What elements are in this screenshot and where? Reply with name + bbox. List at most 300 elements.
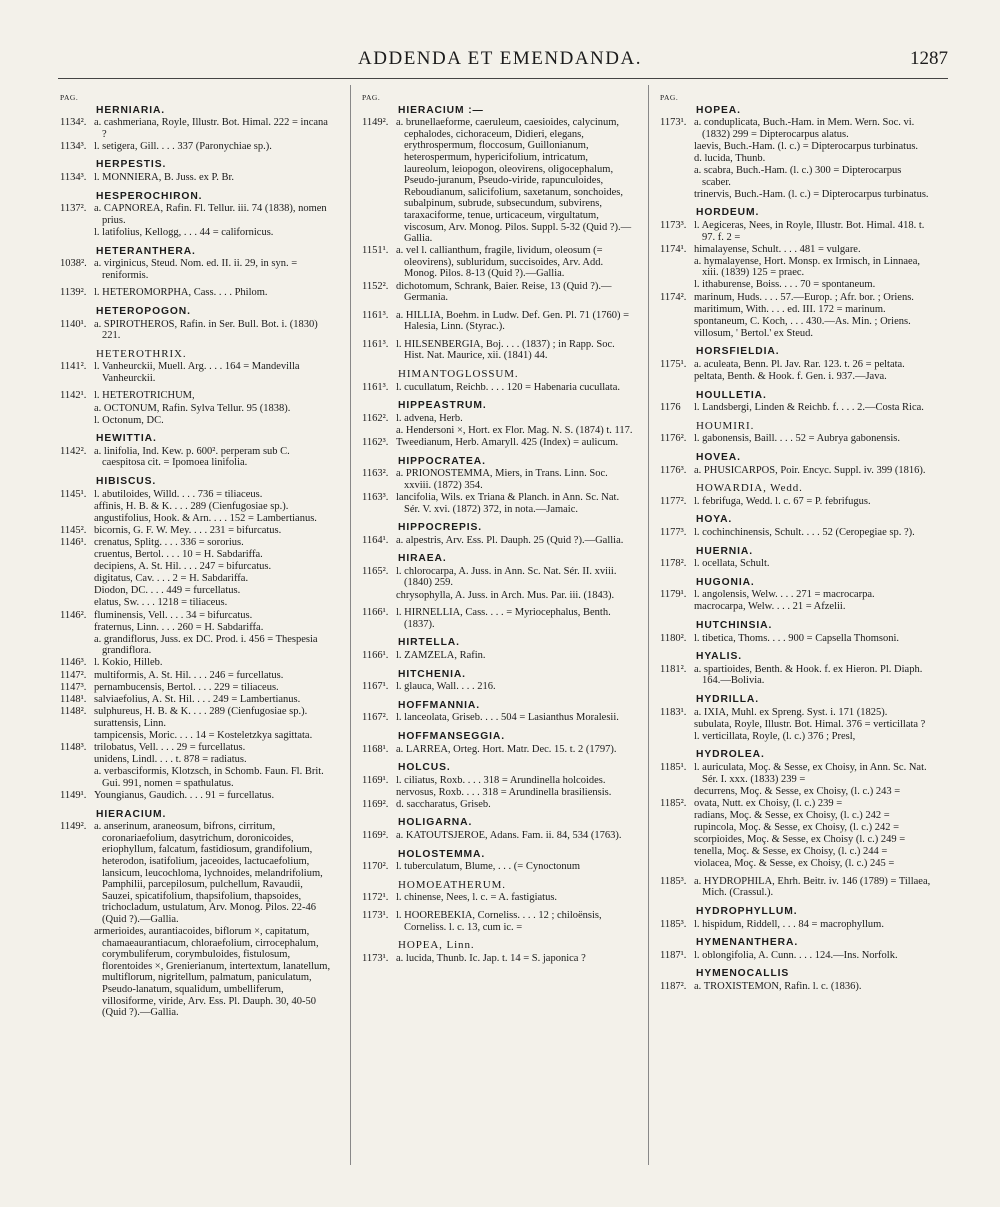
entry-text: maritimum, With. . . . ed. III. 172 = marinum. xyxy=(694,303,886,315)
entry xyxy=(660,117,932,140)
page-reference: 1149². xyxy=(60,821,87,833)
entry xyxy=(362,953,634,965)
entry xyxy=(60,670,332,682)
entry xyxy=(660,834,932,846)
entry-text: a. HILLIA, Boehm. in Ludw. Def. Gen. Pl. 71 (1760) = Halesia, Linn. (Styrac.). xyxy=(396,309,629,333)
page-reference: 1147². xyxy=(60,669,87,681)
entry-text: scorpioides, Moç. & Sesse, ex Choisy (l. c.) 249 = xyxy=(694,834,906,846)
genus-heading: HOYA. xyxy=(696,514,733,526)
entry-text: Youngianus, Gaudich. . . . 91 = furcellatus. xyxy=(94,789,275,801)
genus-heading: HIPPOCRATEA. xyxy=(398,455,486,467)
entry-text: d. saccharatus, Griseb. xyxy=(396,798,491,810)
genus-heading: HOLIGARNA. xyxy=(398,817,473,829)
page-reference: 1185³. xyxy=(660,918,687,930)
entry-text: a. verbasciformis, Klotzsch, in Schomb. Faun. Fl. Brit. Gui. 991, nomen = spathulatus. xyxy=(94,766,324,789)
entry-text: angustifolius, Hook. & Arn. . . . 152 = Lambertianus. xyxy=(94,512,317,524)
genus-section xyxy=(60,306,332,342)
entry-text: radians, Moç. & Sesse, ex Choisy, (l. c.) 242 = xyxy=(694,809,890,821)
entry-text: a. HYDROPHILA, Ehrh. Beitr. iv. 146 (1789) = Tillaea, Mich. (Crassul.). xyxy=(694,875,931,899)
entry-text: armerioides, aurantiacoides, biflorum ×, capitatum, chamaeaurantiacum, chloraefolium, cirrocephalum, corymbuliferum, corymbuloides, fistulosum, florentoides ×, Grenierianum, intertextum, lanatellum, multiflorum, nigritellum, palmatum, paniculatum, Pseudo-lanatum, squalidum, umbelliferum, villosiforme, viride, Arv. Ess. Pl. Dauph. 30, 40-50 (Quid ?).—Gallia. xyxy=(94,926,331,1019)
entry-text: l. tuberculatum, Blume, . . . (= Cynoctonum xyxy=(396,861,581,873)
entry-text: marinum, Huds. . . . 57.—Europ. ; Afr. bor. ; Oriens. xyxy=(694,291,914,303)
genus-section xyxy=(362,607,634,630)
genus-heading: HUGONIA. xyxy=(696,576,755,588)
entry-text: pernambucensis, Bertol. . . . 229 = tiliaceus. xyxy=(94,681,279,693)
entry-text: l. angolensis, Welw. . . . 271 = macrocarpa. xyxy=(694,589,875,601)
entry-text: l. ZAMZELA, Rafin. xyxy=(396,649,486,661)
entry-text: a. aculeata, Benn. Pl. Jav. Rar. 123. t. 26 = peltata. xyxy=(694,358,905,370)
entry-text: dichotomum, Schrank, Baier. Reise, 13 (Quid ?).—Germania. xyxy=(396,280,612,304)
entry xyxy=(660,496,932,508)
genus-section xyxy=(362,849,634,873)
page-reference: 1169¹. xyxy=(362,774,389,786)
page-reference: 1166¹. xyxy=(362,607,389,619)
entry xyxy=(660,601,932,613)
entry-text: a. SPIROTHEROS, Rafin. in Ser. Bull. Bot. i. (1830) 221. xyxy=(94,318,318,342)
entry xyxy=(60,821,332,925)
genus-heading: HIBISCUS. xyxy=(96,476,157,488)
entry xyxy=(362,861,634,873)
entry-text: a. linifolia, Ind. Kew. p. 600². perperam sub C. caespitosa cit. = Ipomoea linifolia. xyxy=(94,445,290,469)
page-reference: 1148². xyxy=(60,705,87,717)
entry xyxy=(660,256,932,279)
page-reference: 1137². xyxy=(60,203,87,215)
entry xyxy=(660,589,932,601)
page-reference: 1183¹. xyxy=(660,706,687,718)
entry-text: a. grandiflorus, Juss. ex DC. Prod. i. 456 = Thespesia grandiflora. xyxy=(94,633,318,657)
entry xyxy=(660,731,932,743)
entry xyxy=(60,227,332,239)
entry-text: l. verticillata, Royle, (l. c.) 376 ; Presl, xyxy=(694,730,856,742)
entry-text: l. Aegiceras, Nees, in Royle, Illustr. Bot. Himal. 418. t. 97. f. 2 = xyxy=(694,219,925,243)
entry xyxy=(362,281,634,304)
entry xyxy=(660,950,932,962)
entry-text: a. Hendersoni ×, Hort. ex Flor. Mag. N. S. (1874) t. 117. xyxy=(396,424,633,436)
entry xyxy=(60,585,332,597)
genus-section xyxy=(60,390,332,426)
entry-text: fraternus, Linn. . . . 260 = H. Sabdariffa. xyxy=(94,621,264,633)
entry-text: chrysophylla, A. Juss. in Arch. Mus. Par. iii. (1843). xyxy=(396,589,615,601)
entry xyxy=(660,981,932,993)
page-reference: 1187². xyxy=(660,981,687,992)
entry-text: l. setigera, Gill. . . . 337 (Paronychiae sp.). xyxy=(94,140,272,152)
entry-text: rupincola, Moç. & Sesse, ex Choisy, (l. c.) 242 = xyxy=(694,821,900,833)
entry xyxy=(660,798,932,810)
entry xyxy=(660,786,932,798)
genus-section xyxy=(362,669,634,693)
genus-heading: HOPEA, Linn. xyxy=(398,939,475,952)
genus-section xyxy=(660,968,932,992)
genus-section xyxy=(362,817,634,841)
genus-section xyxy=(362,762,634,810)
entry-text: a. anserinum, araneosum, bifrons, cirritum, coronariaefolium, dasytrichum, doronicoides, eriophyllum, falcatum, fastidiosum, grandifolium, heterodon, isatifolium, jaceoides, lactucaefolium, lansicum, leucochloma, lychnoides, melandrifolium, Pamphilii, parcepilosum, pulchellum, Ravaudii, Sauzei, spicatifolium, thapsifolium, thapsoides, trichocladum, ustulatum, Arv. Monog. Pilos. 22-46 (Quid ?).—Gallia. xyxy=(94,821,323,925)
entry xyxy=(60,525,332,537)
entry xyxy=(660,141,932,153)
entry xyxy=(362,892,634,904)
entry xyxy=(362,712,634,724)
entry-text: salviaefolius, A. St. Hil. . . . 249 = Lambertianus. xyxy=(94,693,301,705)
page-reference: 1146². xyxy=(60,609,87,621)
entry xyxy=(60,446,332,469)
page-reference: 1181². xyxy=(660,663,687,675)
page-reference: 1174². xyxy=(660,291,687,303)
entry-text: digitatus, Cav. . . . 2 = H. Sabdariffa. xyxy=(94,573,249,585)
entry xyxy=(660,279,932,291)
genus-heading: HOLCUS. xyxy=(398,762,451,774)
genus-heading: HITCHENIA. xyxy=(398,668,466,680)
page-reference: 1166¹. xyxy=(362,649,389,661)
entry-text: l. Octonum, DC. xyxy=(94,414,164,426)
entry xyxy=(60,573,332,585)
page-reference: 1162². xyxy=(362,412,389,424)
running-title: ADDENDA ET EMENDANDA. xyxy=(358,48,642,69)
page-reference: 1168¹. xyxy=(362,743,389,755)
entry xyxy=(660,433,932,445)
page-reference: 1178². xyxy=(660,558,687,570)
page-reference: 1141². xyxy=(60,361,87,373)
entry xyxy=(60,790,332,802)
genus-heading: HETEROPOGON. xyxy=(96,305,191,317)
genus-heading: HOUMIRI. xyxy=(696,419,755,432)
entry-text: a. alpestris, Arv. Ess. Pl. Dauph. 25 (Quid ?).—Gallia. xyxy=(396,534,624,546)
genus-heading: HIMANTOGLOSSUM. xyxy=(398,368,519,381)
genus-heading: HIPPOCREPIS. xyxy=(398,522,483,534)
genus-heading: HIRTELLA. xyxy=(398,637,460,649)
entry-text: a. brunellaeforme, caeruleum, caesioides, calycinum, cephalodes, cichoraceum, Didieri, elegans, erythrospermum, floccosum, Guillonianum, heterospermum, hypericifolium, intricatum, laureolum, leiopogon, oleovirens, oligocephalum, Pseudo-juranum, Pseudo-viride, rapunculoides, Reboudianum, salicifolium, saxetanum, sonchoides, subalpinum, subrude, subsecundum, subvirens, taraxaciforme, tenue, urticaceum, virgultatum, viscosum, Arv. Monog. Pilos. Suppl. 5-32 (Quid ?).—Gallia. xyxy=(396,117,632,245)
entry xyxy=(60,706,332,718)
genus-section xyxy=(60,349,332,385)
page-reference: 1185³. xyxy=(660,875,687,887)
entry xyxy=(60,657,332,669)
entry-text: l. advena, Herb. xyxy=(396,412,463,424)
entry xyxy=(362,681,634,693)
entry xyxy=(60,682,332,694)
genus-heading: HETERANTHERA. xyxy=(96,245,196,257)
page-reference: 1162³. xyxy=(362,437,389,449)
pag-label: PAG. xyxy=(362,93,381,102)
entry-text: laevis, Buch.-Ham. (l. c.) = Dipterocarpus turbinatus. xyxy=(694,140,919,152)
genus-heading: HIERACIUM :— xyxy=(398,104,484,116)
genus-section xyxy=(660,651,932,687)
entry xyxy=(362,775,634,787)
page-reference: 1148¹. xyxy=(60,693,87,705)
page-reference: 1179¹. xyxy=(660,589,687,601)
entry xyxy=(660,846,932,858)
entry xyxy=(60,287,332,299)
page-reference: 1161³. xyxy=(362,381,389,393)
entry xyxy=(660,633,932,645)
entry-text: a. spartioides, Benth. & Hook. f. ex Hieron. Pl. Diaph. 164.—Bolivia. xyxy=(694,663,923,687)
genus-heading: HYDROPHYLLUM. xyxy=(696,906,798,918)
page-reference: 1176². xyxy=(660,433,687,445)
entry xyxy=(362,245,634,280)
entry xyxy=(660,822,932,834)
pag-label: PAG. xyxy=(60,93,79,102)
genus-heading: HOMOEATHERUM. xyxy=(398,878,506,891)
page-reference: 1180². xyxy=(660,632,687,644)
entry xyxy=(362,607,634,630)
entry xyxy=(60,766,332,789)
genus-heading: HOFFMANSEGGIA. xyxy=(398,730,505,742)
entry xyxy=(60,141,332,153)
entry-text: a. vel l. callianthum, fragile, lividum, oleosum (= oleovirens), subluridum, succisoides, Arv. Add. Monog. Pilos. 8-13 (Quid ?).—Gallia. xyxy=(396,245,604,280)
page-reference: 1177³. xyxy=(660,527,687,538)
entry-text: a. IXIA, Muhl. ex Spreng. Syst. i. 171 (1825). xyxy=(694,706,888,718)
page-reference: 1152². xyxy=(362,280,389,292)
entry xyxy=(660,810,932,822)
page-reference: 1134². xyxy=(60,117,87,129)
entry xyxy=(660,153,932,165)
page-reference: 1140¹. xyxy=(60,318,87,330)
entry-text: a. virginicus, Steud. Nom. ed. II. ii. 29, in syn. = reniformis. xyxy=(94,258,298,281)
entry xyxy=(60,634,332,657)
entry xyxy=(660,919,932,931)
page-reference: 1163². xyxy=(362,468,389,480)
page-reference: 1148³. xyxy=(60,742,87,754)
genus-heading: HYMENOCALLIS xyxy=(696,968,790,980)
genus-heading: HIERACIUM. xyxy=(96,808,167,820)
entry-text: tenella, Moç. & Sesse, ex Choisy, (l. c.) 244 = xyxy=(694,846,888,858)
page-reference: 1142². xyxy=(60,445,87,457)
page-reference: 1169². xyxy=(362,798,389,810)
entry-text: Diodon, DC. . . . 449 = furcellatus. xyxy=(94,585,241,597)
entry xyxy=(60,622,332,634)
genus-section xyxy=(60,191,332,239)
entry-text: trinervis, Buch.-Ham. (l. c.) = Dipterocarpus turbinatus. xyxy=(694,188,929,200)
genus-section xyxy=(60,476,332,802)
genus-heading: HOWARDIA, Wedd. xyxy=(696,482,803,495)
entry xyxy=(660,876,932,899)
genus-section xyxy=(362,369,634,393)
entry-text: himalayense, Schult. . . . 481 = vulgare. xyxy=(694,243,861,255)
entry-text: l. auriculata, Moç. & Sesse, ex Choisy, in Ann. Sc. Nat. Sér. I. xxx. (1833) 239 = xyxy=(694,762,927,785)
entry-text: a. PRIONOSTEMMA, Miers, in Trans. Linn. Soc. xxviii. (1872) 354. xyxy=(396,468,608,491)
entry-text: ovata, Nutt. ex Choisy, (l. c.) 239 = xyxy=(694,797,843,809)
entry xyxy=(660,304,932,316)
page-reference: 1176 xyxy=(660,402,681,414)
entry xyxy=(660,220,932,243)
page-reference: 1177². xyxy=(660,495,687,507)
entry-text: l. Landsbergi, Linden & Reichb. f. . . . 2.—Costa Rica. xyxy=(694,402,924,414)
page-header xyxy=(0,46,1000,76)
entry xyxy=(362,566,634,589)
page-reference: 1169². xyxy=(362,830,389,842)
entry-text: a. cashmeriana, Royle, Illustr. Bot. Himal. 222 = incana ? xyxy=(94,117,328,140)
entry xyxy=(60,718,332,730)
genus-heading: HOVEA. xyxy=(696,452,741,464)
page-reference: 1164¹. xyxy=(362,534,389,546)
entry-text: elatus, Sw. . . . 1218 = tiliaceus. xyxy=(94,597,228,609)
genus-heading: HUTCHINSIA. xyxy=(696,620,773,632)
entry xyxy=(660,292,932,304)
entry xyxy=(60,489,332,501)
page-reference: 1165². xyxy=(362,565,389,577)
entry-text: decurrens, Moç. & Sesse, ex Choisy, (l. c.) 243 = xyxy=(694,785,901,797)
entry-text: l. HILSENBERGIA, Boj. . . . (1837) ; in Rapp. Soc. Hist. Nat. Maurice, xii. (1841) 44. xyxy=(396,338,615,362)
genus-section xyxy=(362,339,634,362)
entry xyxy=(362,787,634,799)
page-reference: 1134³. xyxy=(60,172,87,184)
genus-section xyxy=(362,910,634,933)
genus-section xyxy=(660,483,932,507)
entry-text: fluminensis, Vell. . . . 34 = bifurcatus. xyxy=(94,609,253,621)
genus-section xyxy=(660,207,932,339)
entry xyxy=(60,610,332,622)
entry-text: nervosus, Roxb. . . . 318 = Arundinella brasiliensis. xyxy=(396,786,612,798)
genus-section xyxy=(660,749,932,869)
genus-section xyxy=(362,310,634,333)
entry xyxy=(362,339,634,362)
genus-section xyxy=(60,809,332,1019)
entry-text: villosum, ' Bertol.' ex Steud. xyxy=(694,327,813,339)
page-reference: 1134³. xyxy=(60,140,87,152)
entry-text: affinis, H. B. & K. . . . 289 (Cienfugosiae sp.). xyxy=(94,500,289,512)
entry xyxy=(362,830,634,842)
genus-section xyxy=(362,700,634,724)
entry-text: l. HETEROTRICHUM, xyxy=(94,390,195,402)
page-reference: 1142¹. xyxy=(60,390,87,402)
entry xyxy=(660,664,932,687)
entry-text: trilobatus, Vell. . . . 29 = furcellatus. xyxy=(94,742,246,754)
entry-text: l. MONNIERA, B. Juss. ex P. Br. xyxy=(94,172,235,184)
genus-section xyxy=(60,105,332,153)
page-reference: 1174¹. xyxy=(660,243,687,255)
genus-heading: HERPESTIS. xyxy=(96,159,167,171)
genus-heading: HUERNIA. xyxy=(696,545,753,557)
page-reference: 1173³. xyxy=(660,219,687,231)
column-3 xyxy=(660,92,932,993)
genus-heading: HIPPEASTRUM. xyxy=(398,400,487,412)
genus-section xyxy=(60,159,332,183)
entry xyxy=(60,742,332,754)
entry xyxy=(660,328,932,340)
genus-section xyxy=(362,637,634,661)
entry-text: l. latifolius, Kellogg, . . . 44 = californicus. xyxy=(94,226,274,238)
genus-section xyxy=(60,246,332,282)
entry xyxy=(60,754,332,766)
page-reference: 1167¹. xyxy=(362,681,389,693)
page-reference: 1146³. xyxy=(60,657,87,669)
entry-text: subulata, Royle, Illustr. Bot. Himal. 376 = verticillata ? xyxy=(694,718,926,730)
genus-heading: HERNIARIA. xyxy=(96,104,166,116)
genus-section xyxy=(660,694,932,742)
page-reference: 1161³. xyxy=(362,338,389,350)
entry xyxy=(362,744,634,756)
entry xyxy=(660,858,932,870)
entry-text: a. hymalayense, Hort. Monsp. ex Irmisch, in Linnaea, xiii. (1839) 125 = praec. xyxy=(694,255,920,279)
entry-text: l. Vanheurckii, Muell. Arg. . . . 164 = Mandevilla Vanheurckii. xyxy=(94,361,300,384)
entry-text: cruentus, Bertol. . . . 10 = H. Sabdariffa. xyxy=(94,549,263,561)
page-reference: 1187¹. xyxy=(660,949,687,961)
entry-text: l. cochinchinensis, Schult. . . . 52 (Ceropegiae sp. ?). xyxy=(694,527,915,538)
entry-text: macrocarpa, Welw. . . . 21 = Afzelii. xyxy=(694,601,846,613)
genus-section xyxy=(660,421,932,445)
genus-heading: HETEROTHRIX. xyxy=(96,347,187,360)
genus-heading: HORDEUM. xyxy=(696,207,760,219)
page-reference: 1139². xyxy=(60,287,87,299)
genus-heading: HORSFIELDIA. xyxy=(696,346,780,358)
page-reference: 1145¹. xyxy=(60,488,87,500)
entry xyxy=(60,694,332,706)
genus-heading: HESPEROCHIRON. xyxy=(96,190,203,202)
entry xyxy=(362,590,634,602)
entry xyxy=(660,165,932,188)
genus-section xyxy=(660,390,932,414)
page-reference: 1170². xyxy=(362,861,389,873)
entry xyxy=(362,437,634,449)
page-reference: 1151¹. xyxy=(362,245,389,257)
entry-text: a. TROXISTEMON, Rafin. l. c. (1836). xyxy=(694,981,862,992)
entry xyxy=(362,650,634,662)
genus-heading: HEWITTIA. xyxy=(96,433,157,445)
page-reference: 1038². xyxy=(60,258,87,270)
entry xyxy=(60,597,332,609)
entry xyxy=(362,425,634,437)
entry xyxy=(60,730,332,742)
genus-section xyxy=(660,105,932,201)
page-reference: 1175¹. xyxy=(660,358,687,370)
page-reference: 1163³. xyxy=(362,491,389,503)
genus-section xyxy=(660,514,932,538)
entry-text: l. cucullatum, Reichb. . . . 120 = Habenaria cucullata. xyxy=(396,381,621,393)
entry xyxy=(60,415,332,427)
genus-heading: HYMENANTHERA. xyxy=(696,937,799,949)
genus-section xyxy=(362,456,634,515)
genus-section xyxy=(362,105,634,304)
genus-heading: HOPEA. xyxy=(696,104,741,116)
entry xyxy=(60,172,332,184)
genus-heading: HIRAEA. xyxy=(398,553,447,565)
entry xyxy=(60,319,332,342)
entry-text: Tweedianum, Herb. Amaryll. 425 (Index) = aulicum. xyxy=(396,437,619,449)
entry-text: l. glauca, Wall. . . . 216. xyxy=(396,681,496,693)
entry xyxy=(362,413,634,425)
genus-section xyxy=(660,620,932,644)
entry xyxy=(362,117,634,245)
entry xyxy=(660,527,932,539)
entry-text: a. conduplicata, Buch.-Ham. in Mem. Wern. Soc. vi. (1832) 299 = Dipterocarpus alatus. xyxy=(694,117,915,140)
page-reference: 1172¹. xyxy=(362,892,389,904)
entry-text: a. CAPNOREA, Rafin. Fl. Tellur. iii. 74 (1838), nomen prius. xyxy=(94,203,327,226)
genus-section xyxy=(660,346,932,382)
entry-text: l. ocellata, Schult. xyxy=(694,558,770,570)
entry xyxy=(60,117,332,140)
entry-text: l. HOOREBEKIA, Corneliss. . . . 12 ; chiloënsis, Corneliss. l. c. 13, cum ic. = xyxy=(396,910,602,933)
page-reference: 1145². xyxy=(60,524,87,536)
entry-text: a. PHUSICARPOS, Poir. Encyc. Suppl. iv. 399 (1816). xyxy=(694,464,926,476)
entry-text: l. febrifuga, Wedd. l. c. 67 = P. febrifugus. xyxy=(694,495,871,507)
entry xyxy=(660,762,932,785)
entry-text: l. oblongifolia, A. Cunn. . . . 124.—Ins. Norfolk. xyxy=(694,949,898,961)
page-reference: 1147³. xyxy=(60,681,87,693)
entry-text: a. OCTONUM, Rafin. Sylva Tellur. 95 (1838). xyxy=(94,402,291,414)
page-reference: 1167². xyxy=(362,712,389,724)
genus-heading: HOFFMANNIA. xyxy=(398,699,480,711)
page-reference: 1173¹. xyxy=(362,952,389,964)
entry xyxy=(660,402,932,414)
column-divider xyxy=(648,85,649,1165)
entry xyxy=(60,537,332,549)
entry xyxy=(60,549,332,561)
entry-text: a. scabra, Buch.-Ham. (l. c.) 300 = Dipterocarpus scaber. xyxy=(694,165,902,188)
page-reference: 1149². xyxy=(362,117,389,129)
entry-text: l. abutiloides, Willd. . . . 736 = tiliaceus. xyxy=(94,488,263,500)
entry-text: l. gabonensis, Baill. . . . 52 = Aubrya gabonensis. xyxy=(694,433,900,445)
genus-heading: HYDRILLA. xyxy=(696,694,760,706)
genus-section xyxy=(60,287,332,299)
page-reference: 1161³. xyxy=(362,309,389,321)
entry xyxy=(60,926,332,1019)
